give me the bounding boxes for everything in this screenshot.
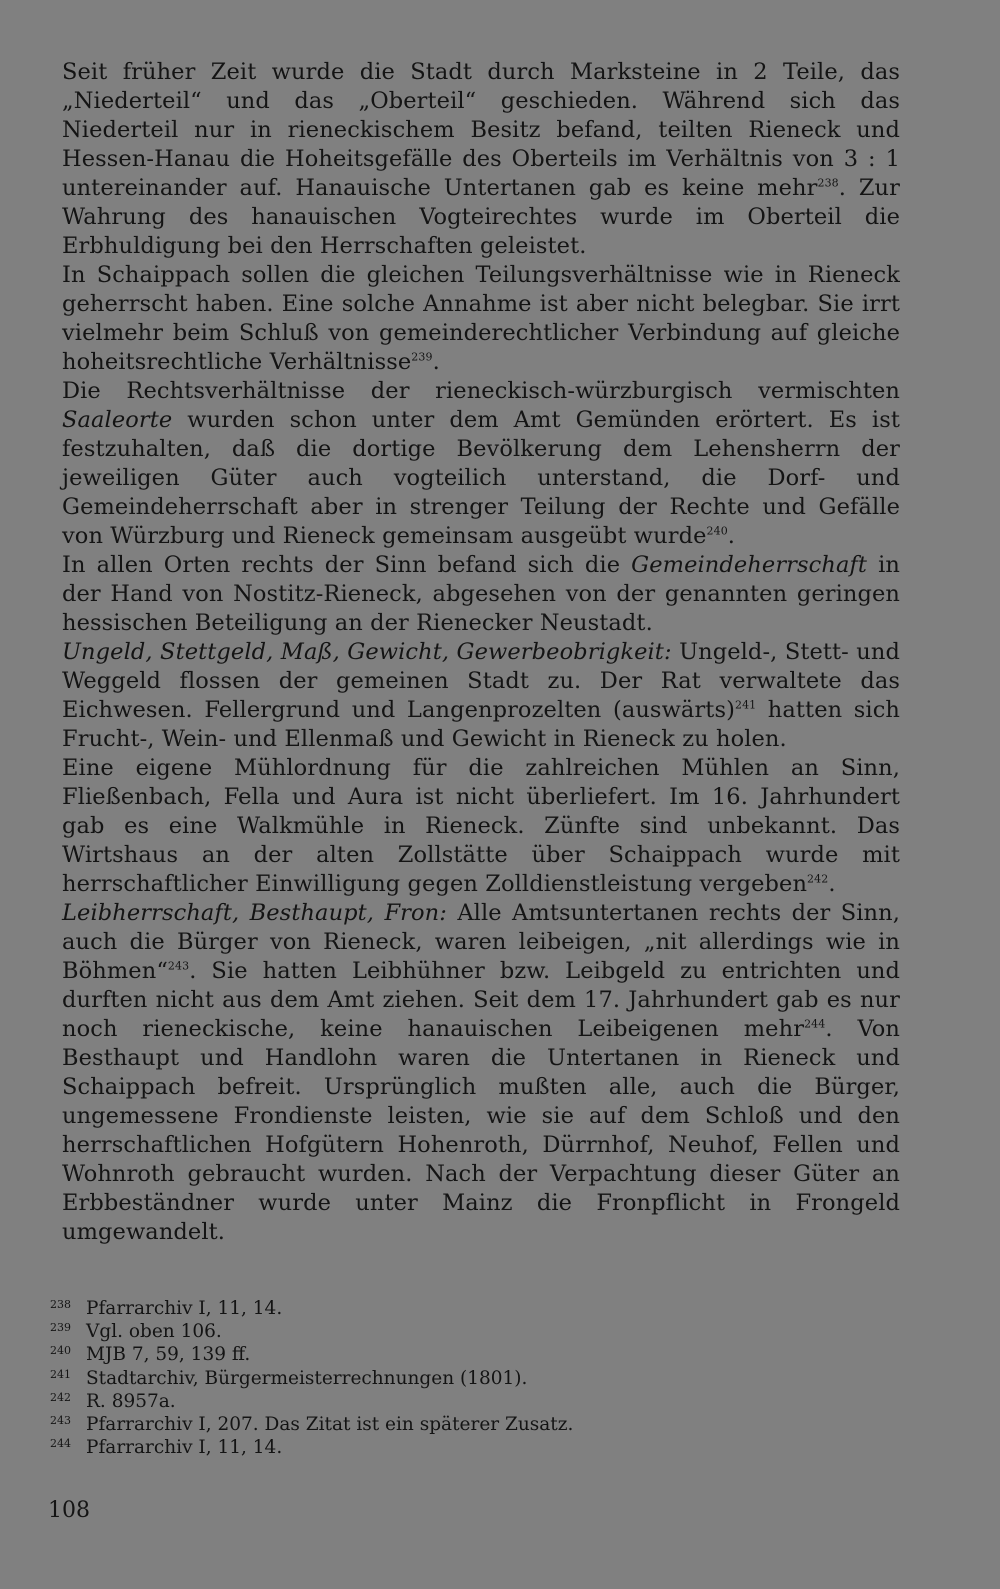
footnote-ref-242[interactable]: 242 (807, 872, 829, 886)
paragraph-6-text: Eine eigene Mühlordnung für die zahlreichen Mühlen an Sinn, Fließenbach, Fella und Aura ist nicht überliefert. Im 16. Jahrhundert gab es eine Walkmühle in Rieneck. Zünfte sind unbekannt. Das Wirtshaus an der alten Zollstätte über Schaippach wurde mit herrschaftlicher Einwilligung gegen Zolldienstleistung vergeben (62, 755, 900, 897)
footnote-243: 243 Pfarrarchiv I, 207. Das Zitat ist ein späterer Zusatz. (50, 1414, 574, 1436)
footnote-text: Pfarrarchiv I, 11, 14. (86, 1298, 283, 1319)
footnote-text: R. 8957a. (86, 1390, 176, 1412)
paragraph-7-text: Alle Amtsuntertanen rechts der Sinn, auch die Bürger von Rieneck, waren leibeigen, „nit allerdings wie in Böhmen“ (62, 900, 900, 984)
footnote-ref-244[interactable]: 244 (804, 1017, 826, 1031)
paragraph-4-text-end: in der Hand von Nostitz-Rieneck, abgesehen von der genannten geringen hessischen Beteiligung an der Rienecker Neustadt. (62, 552, 900, 636)
paragraph-1 (62, 58, 900, 261)
footnote-ref-240[interactable]: 240 (706, 524, 728, 538)
paragraph-1-text: Seit früher Zeit wurde die Stadt durch Marksteine in 2 Teile, das „Niederteil“ und das „Oberteil“ geschieden. Während sich das Niederteil nur in rieneckischem Besitz befand, teilten Rieneck und Hessen-Hanau die Hoheitsgefälle des Oberteils im Verhältnis von 3 : 1 untereinander auf. Hanauische Untertanen gab es keine mehr (62, 59, 900, 201)
footnote-text: Pfarrarchiv I, 11, 14. (86, 1437, 283, 1459)
paragraph-5-text: Ungeld-, Stett- und Weggeld flossen der gemeinen Stadt zu. Der Rat verwaltete das Eichwesen. Fellergrund und Langenprozelten (auswärts) (62, 639, 900, 723)
footnote-text: MJB 7, 59, 139 ff. (86, 1344, 251, 1366)
paragraph-6-text-end: . (828, 871, 836, 897)
paragraph-3-italic: Saaleorte (62, 407, 173, 433)
paragraph-5-text-end: hatten sich Frucht-, Wein- und Ellenmaß und Gewicht in Rieneck zu holen. (62, 697, 900, 752)
paragraph-5 (62, 638, 900, 754)
footnote-244: 244 Pfarrarchiv I, 11, 14. (50, 1437, 283, 1459)
paragraph-6 (62, 754, 900, 899)
body-text (62, 58, 900, 1247)
footnote-241: 241 Stadtarchiv, Bürgermeisterrechnungen (1801). (50, 1367, 528, 1389)
paragraph-3 (62, 377, 900, 551)
paragraph-2-text: In Schaippach sollen die gleichen Teilungsverhältnisse wie in Rieneck geherrscht haben. Eine solche Annahme ist aber nicht belegbar. Sie irrt vielmehr beim Schluß von gemeinderechtlicher Verbindung auf gleiche hoheitsrechtliche Verhältnisse (62, 262, 900, 375)
paragraph-2 (62, 261, 900, 377)
footnote-240: 240 MJB 7, 59, 139 ff. (50, 1344, 251, 1366)
footnote-ref-243[interactable]: 243 (167, 959, 190, 973)
paragraph-7 (62, 899, 900, 1247)
footnote-ref-239[interactable]: 239 (411, 350, 433, 364)
paragraph-7-text-mid: . Sie hatten Leibhühner bzw. Leibgeld zu entrichten und durften nicht aus dem Amt ziehen. Seit dem 17. Jahrhundert gab es nur noch rieneckische, keine hanauischen Leibeigenen mehr (62, 958, 900, 1042)
footnotes (50, 1297, 900, 1459)
footnote-238: 238 Pfarrarchiv I, 11, 14. (50, 1298, 283, 1319)
footnote-ref-238[interactable]: 238 (817, 176, 839, 190)
paragraph-3-text-mid: wurden schon unter dem Amt Gemünden erörtert. Es ist festzuhalten, daß die dortige Bevölkerung dem Lehensherrn der jeweiligen Güter auch vogteilich unterstand, die Dorf- und Gemeindeherrschaft aber in strenger Teilung der Rechte und Gefälle von Würzburg und Rieneck gemeinsam ausgeübt wurde (62, 407, 900, 549)
paragraph-4-text: In allen Orten rechts der Sinn befand sich die (62, 552, 632, 578)
paragraph-3-text: Die Rechtsverhältnisse der rieneckisch-würzburgisch vermischten (62, 378, 900, 404)
paragraph-4 (62, 551, 900, 638)
paragraph-7-heading: Leibherrschaft, Besthaupt, Fron: (62, 900, 447, 926)
page-body (62, 58, 900, 1247)
paragraph-4-italic: Gemeindeherrschaft (631, 552, 868, 578)
paragraph-3-text-end: . (727, 523, 736, 549)
footnote-242: 242 R. 8957a. (50, 1390, 176, 1412)
paragraph-1-text-end: . Zur Wahrung des hanauischen Vogteirechtes wurde im Oberteil die Erbhuldigung bei den Herrschaften geleistet. (62, 175, 900, 259)
footnote-text: Stadtarchiv, Bürgermeisterrechnungen (1801). (86, 1367, 528, 1389)
footnote-text: Pfarrarchiv I, 207. Das Zitat ist ein späterer Zusatz. (86, 1414, 574, 1436)
page-number: 108 (48, 1498, 90, 1523)
paragraph-2-text-end: . (432, 349, 440, 375)
paragraph-7-text-end: . Von Besthaupt und Handlohn waren die Untertanen in Rieneck und Schaippach befreit. Ursprünglich mußten alle, auch die Bürger, ungemessene Frondienste leisten, wie sie auf dem Schloß und den herrschaftlichen Hofgütern Hohenroth, Dürrnhof, Neuhof, Fellen und Wohnroth gebraucht wurden. Nach der Verpachtung dieser Güter an Erbbeständner wurde unter Mainz die Fronpflicht in Frongeld umgewandelt. (62, 1016, 900, 1245)
footnote-text: Vgl. oben 106. (86, 1321, 222, 1343)
paragraph-5-heading: Ungeld, Stettgeld, Maß, Gewicht, Gewerbeobrigkeit: (62, 639, 672, 665)
footnote-239: 239 Vgl. oben 106. (50, 1321, 222, 1343)
footnote-ref-241[interactable]: 241 (734, 698, 757, 712)
